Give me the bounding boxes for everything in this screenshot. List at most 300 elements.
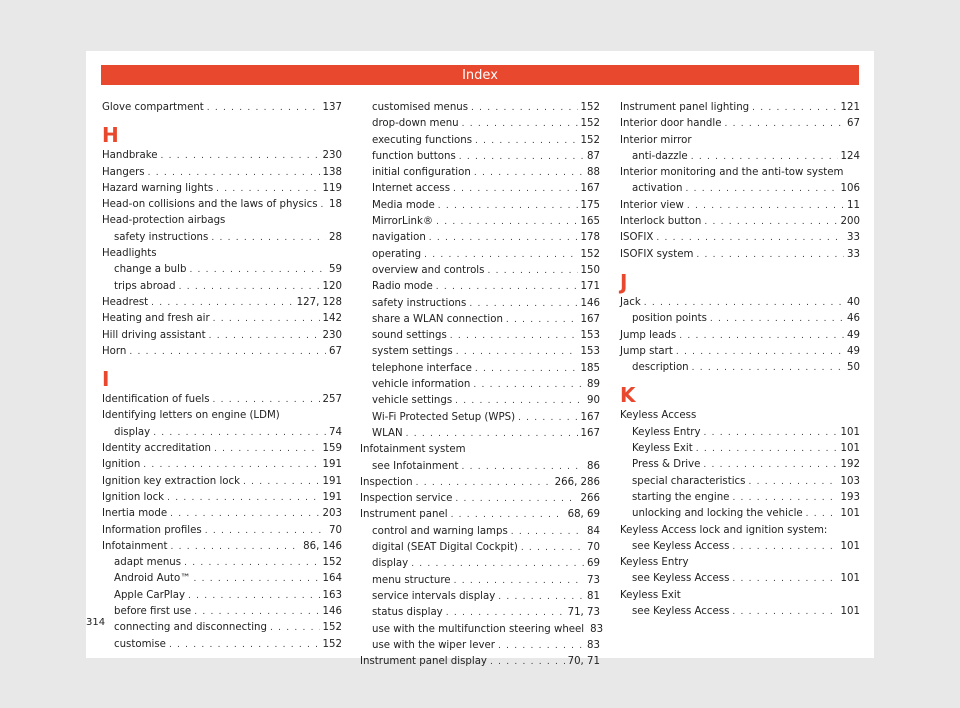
index-subentry <box>360 100 600 116</box>
dot-leader <box>194 604 319 620</box>
dot-leader <box>207 100 320 116</box>
index-entry <box>360 507 600 523</box>
index-entry-heading: Headlights <box>102 248 157 260</box>
entry-pages: 152 <box>322 622 342 634</box>
entry-term: display <box>114 426 151 438</box>
dot-leader <box>474 165 584 181</box>
index-subentry <box>102 571 342 587</box>
entry-term: system settings <box>372 346 453 358</box>
entry-term: function buttons <box>372 150 456 162</box>
dot-leader <box>436 279 578 295</box>
section-letter: K <box>620 383 636 408</box>
entry-pages: 50 <box>847 362 860 374</box>
dot-leader <box>211 230 326 246</box>
dot-leader <box>454 573 584 589</box>
entry-term: vehicle information <box>372 379 471 391</box>
entry-pages: 120 <box>322 280 342 292</box>
index-entry <box>102 457 342 473</box>
entry-term: Internet access <box>372 183 451 195</box>
entry-term: see Keyless Access <box>632 573 730 585</box>
index-column-1 <box>102 100 342 653</box>
entry-pages: 83 <box>587 639 600 651</box>
entry-pages: 152 <box>322 557 342 569</box>
entry-pages: 152 <box>580 118 600 130</box>
index-entry <box>102 311 342 327</box>
dot-leader <box>436 214 577 230</box>
entry-pages: 89 <box>587 379 600 391</box>
entry-term: position points <box>632 313 707 325</box>
entry-term: sound settings <box>372 330 447 342</box>
index-entry <box>102 490 342 506</box>
index-subentry <box>360 263 600 279</box>
entry-term: see Keyless Access <box>632 606 730 618</box>
entry-term: Keyless Exit <box>632 443 693 455</box>
index-subentry <box>360 426 600 442</box>
index-subentry <box>360 149 600 165</box>
entry-pages: 137 <box>322 102 342 113</box>
dot-leader <box>153 425 326 441</box>
entry-pages: 167 <box>580 427 600 439</box>
index-entry <box>102 181 342 197</box>
index-subentry <box>360 214 600 230</box>
index-subentry <box>360 589 600 605</box>
entry-term: adapt menus <box>114 557 182 569</box>
entry-term: vehicle settings <box>372 395 453 407</box>
entry-pages: 90 <box>587 395 600 407</box>
entry-term: share a WLAN connection <box>372 313 503 325</box>
entry-term: Press & Drive <box>632 459 701 471</box>
dot-leader <box>490 654 565 670</box>
entry-pages: 146 <box>580 297 600 309</box>
dot-leader <box>216 181 319 197</box>
index-entry <box>102 539 342 555</box>
entry-term: connecting and disconnecting <box>114 622 267 634</box>
dot-leader <box>406 426 578 442</box>
dot-leader <box>148 165 320 181</box>
index-entry-heading: Keyless Access lock and ignition system: <box>620 524 828 536</box>
dot-leader <box>704 214 837 230</box>
index-entry <box>360 491 600 507</box>
index-entry <box>102 328 342 344</box>
dot-leader <box>462 459 585 475</box>
entry-term: ISOFIX system <box>620 248 694 260</box>
entry-pages: 28 <box>329 231 342 243</box>
dot-leader <box>151 295 293 311</box>
entry-pages: 101 <box>840 540 860 552</box>
index-subentry <box>102 230 342 246</box>
entry-pages: 71, 73 <box>567 607 600 619</box>
entry-term: overview and controls <box>372 264 485 276</box>
entry-pages: 175 <box>580 199 600 211</box>
dot-leader <box>179 279 320 295</box>
dot-leader <box>732 490 837 506</box>
entry-term: customised menus <box>372 102 469 113</box>
index-entry <box>620 247 860 263</box>
entry-term: initial configuration <box>372 167 471 179</box>
dot-leader <box>703 457 837 473</box>
index-subentry <box>360 377 600 393</box>
entry-pages: 150 <box>580 264 600 276</box>
entry-term: control and warning lamps <box>372 525 508 537</box>
entry-term: see Infotainment <box>372 460 459 472</box>
dot-leader <box>189 262 326 278</box>
dot-leader <box>129 344 326 360</box>
entry-term: Ignition <box>102 459 141 471</box>
entry-term: Instrument panel display <box>360 656 487 668</box>
dot-leader <box>732 571 837 587</box>
entry-term: Ignition lock <box>102 491 165 503</box>
index-entry <box>620 100 860 116</box>
entry-pages: 101 <box>840 426 860 438</box>
entry-pages: 146 <box>322 606 342 618</box>
dot-leader <box>416 475 552 491</box>
entry-term: trips abroad <box>114 280 176 292</box>
index-subentry <box>620 311 860 327</box>
dot-leader <box>438 198 578 214</box>
entry-pages: 127, 128 <box>296 296 342 308</box>
index-subentry <box>620 360 860 376</box>
entry-term: WLAN <box>372 427 403 439</box>
dot-leader <box>710 311 844 327</box>
dot-leader <box>167 490 319 506</box>
entry-pages: 81 <box>587 590 600 602</box>
entry-pages: 84 <box>587 525 600 537</box>
index-entry-heading: Identifying letters on engine (LDM) <box>102 410 280 422</box>
index-subentry <box>620 457 860 473</box>
dot-leader <box>143 457 319 473</box>
dot-leader <box>209 328 320 344</box>
entry-term: Identity accreditation <box>102 443 212 455</box>
entry-pages: 87 <box>587 150 600 162</box>
entry-term: Jump leads <box>620 329 677 341</box>
index-subentry <box>102 637 342 653</box>
dot-leader <box>411 556 584 572</box>
entry-pages: 67 <box>847 118 860 130</box>
entry-pages: 266, 286 <box>554 476 600 488</box>
index-subentry <box>360 133 600 149</box>
entry-term: before first use <box>114 606 192 618</box>
entry-term: Headrest <box>102 296 149 308</box>
index-subentry <box>360 279 600 295</box>
index-subentry <box>620 474 860 490</box>
entry-pages: 59 <box>329 264 342 276</box>
dot-leader <box>188 588 320 604</box>
index-entry <box>102 100 342 116</box>
entry-pages: 106 <box>840 183 860 195</box>
index-subentry <box>620 181 860 197</box>
index-entry <box>102 165 342 181</box>
entry-term: Interior door handle <box>620 118 722 130</box>
index-subentry <box>620 490 860 506</box>
index-entry <box>620 295 860 311</box>
index-entry <box>620 344 860 360</box>
entry-pages: 138 <box>322 166 342 178</box>
entry-pages: 167 <box>580 411 600 423</box>
entry-term: Ignition key extraction lock <box>102 475 241 487</box>
index-entry <box>360 475 600 491</box>
entry-pages: 70, 71 <box>567 656 600 668</box>
entry-pages: 178 <box>580 232 600 244</box>
entry-term: safety instructions <box>372 297 467 309</box>
index-subentry <box>620 571 860 587</box>
entry-pages: 165 <box>580 216 600 228</box>
entry-term: executing functions <box>372 134 473 146</box>
section-letter: J <box>620 269 628 294</box>
index-subentry <box>620 506 860 522</box>
dot-leader <box>696 247 844 263</box>
entry-pages: 40 <box>847 296 860 308</box>
index-entry <box>620 230 860 246</box>
entry-pages: 167 <box>580 183 600 195</box>
dot-leader <box>676 344 844 360</box>
index-subentry <box>360 638 600 654</box>
section-letter: I <box>102 367 110 392</box>
entry-term: Heating and fresh air <box>102 313 210 325</box>
entry-pages: 33 <box>847 232 860 244</box>
index-subentry <box>360 312 600 328</box>
entry-term: ISOFIX <box>620 232 654 244</box>
entry-term: Instrument panel <box>360 509 448 521</box>
index-subentry <box>102 604 342 620</box>
index-entry <box>102 474 342 490</box>
index-entry <box>102 148 342 164</box>
dot-leader <box>169 637 320 653</box>
entry-term: Instrument panel lighting <box>620 102 750 113</box>
dot-leader <box>511 524 584 540</box>
index-entry-heading: Interior monitoring and the anti-tow system <box>620 167 844 179</box>
entry-term: activation <box>632 183 683 195</box>
dot-leader <box>724 116 844 132</box>
entry-term: Inspection <box>360 476 413 488</box>
index-subentry <box>360 198 600 214</box>
entry-term: Information profiles <box>102 524 202 536</box>
entry-pages: 167 <box>580 313 600 325</box>
index-entry <box>620 116 860 132</box>
entry-term: Inspection service <box>360 493 453 505</box>
entry-pages: 185 <box>580 362 600 374</box>
entry-term: see Keyless Access <box>632 540 730 552</box>
dot-leader <box>644 295 844 311</box>
index-entry <box>620 214 860 230</box>
index-page <box>86 51 874 668</box>
index-subentry <box>620 425 860 441</box>
index-subentry <box>360 622 604 638</box>
dot-leader <box>748 474 837 490</box>
entry-pages: 203 <box>322 508 342 520</box>
index-column-2 <box>360 100 604 670</box>
dot-leader <box>475 133 578 149</box>
index-subentry <box>360 344 600 360</box>
entry-pages: 153 <box>580 330 600 342</box>
entry-term: service intervals display <box>372 590 496 602</box>
dot-leader <box>243 474 320 490</box>
entry-term: Hill driving assistant <box>102 329 206 341</box>
entry-pages: 101 <box>840 508 860 520</box>
dot-leader <box>732 539 837 555</box>
entry-pages: 152 <box>322 638 342 650</box>
index-subentry <box>102 279 342 295</box>
dot-leader <box>704 425 838 441</box>
index-subentry <box>360 393 600 409</box>
entry-term: display <box>372 558 409 570</box>
dot-leader <box>506 312 578 328</box>
entry-pages: 11 <box>847 199 860 211</box>
entry-term: Inertia mode <box>102 508 168 520</box>
dot-leader <box>471 100 578 116</box>
dot-leader <box>456 344 578 360</box>
entry-term: use with the multifunction steering wheel <box>372 623 585 635</box>
dot-leader <box>214 441 320 457</box>
index-entry <box>102 344 342 360</box>
entry-term: Interlock button <box>620 216 702 228</box>
dot-leader <box>806 506 838 522</box>
dot-leader <box>752 100 837 116</box>
dot-leader <box>446 605 565 621</box>
index-subentry <box>102 425 342 441</box>
entry-term: drop-down menu <box>372 118 459 130</box>
entry-pages: 152 <box>580 102 600 113</box>
entry-pages: 73 <box>587 574 600 586</box>
index-entry <box>102 295 342 311</box>
entry-pages: 191 <box>322 491 342 503</box>
index-subentry <box>360 605 600 621</box>
dot-leader <box>424 247 577 263</box>
entry-term: unlocking and locking the vehicle <box>632 508 803 520</box>
entry-term: Media mode <box>372 199 435 211</box>
index-subentry <box>360 296 600 312</box>
entry-term: Radio mode <box>372 281 433 293</box>
entry-term: Apple CarPlay <box>114 589 186 601</box>
index-entry <box>102 523 342 539</box>
entry-pages: 86 <box>587 460 600 472</box>
entry-pages: 152 <box>580 248 600 260</box>
entry-pages: 18 <box>329 199 342 211</box>
entry-term: MirrorLink® <box>372 216 434 228</box>
section-letter: H <box>102 123 119 148</box>
page-number: 314 <box>86 617 106 628</box>
entry-pages: 230 <box>322 329 342 341</box>
entry-pages: 103 <box>840 475 860 487</box>
dot-leader <box>170 539 300 555</box>
index-entry <box>620 328 860 344</box>
entry-pages: 101 <box>840 573 860 585</box>
index-entry-heading: Keyless Exit <box>620 589 681 601</box>
entry-term: digital (SEAT Digital Cockpit) <box>372 542 518 554</box>
index-subentry <box>102 588 342 604</box>
index-entry <box>360 654 600 670</box>
index-header-bar <box>101 65 859 85</box>
dot-leader <box>521 540 584 556</box>
entry-term: Interior view <box>620 199 684 211</box>
dot-leader <box>475 361 578 377</box>
entry-term: Hangers <box>102 166 145 178</box>
entry-term: telephone interface <box>372 362 472 374</box>
entry-pages: 69 <box>587 558 600 570</box>
dot-leader <box>453 181 578 197</box>
dot-leader <box>459 149 584 165</box>
index-subentry <box>360 540 600 556</box>
entry-term: Head-on collisions and the laws of physics <box>102 199 318 211</box>
entry-pages: 142 <box>322 313 342 325</box>
entry-pages: 159 <box>322 443 342 455</box>
entry-term: safety instructions <box>114 231 209 243</box>
entry-pages: 164 <box>322 573 342 585</box>
index-subentry <box>360 181 600 197</box>
entry-term: use with the wiper lever <box>372 639 495 651</box>
dot-leader <box>321 197 327 213</box>
entry-term: anti-dazzle <box>632 150 688 162</box>
dot-leader <box>469 296 577 312</box>
index-subentry <box>360 247 600 263</box>
dot-leader <box>732 604 837 620</box>
index-entry-heading: Infotainment system <box>360 444 466 456</box>
dot-leader <box>450 328 578 344</box>
entry-pages: 70 <box>329 524 342 536</box>
dot-leader <box>184 555 319 571</box>
dot-leader <box>462 116 578 132</box>
index-subentry <box>360 328 600 344</box>
entry-term: description <box>632 362 689 374</box>
dot-leader <box>518 410 577 426</box>
entry-term: Infotainment <box>102 540 168 552</box>
dot-leader <box>205 523 326 539</box>
dot-leader <box>429 230 578 246</box>
dot-leader <box>455 491 577 507</box>
index-entry <box>102 392 342 408</box>
entry-term: Glove compartment <box>102 102 204 113</box>
dot-leader <box>696 441 838 457</box>
entry-pages: 101 <box>840 443 860 455</box>
index-subentry <box>360 116 600 132</box>
dot-leader <box>679 328 844 344</box>
entry-pages: 191 <box>322 475 342 487</box>
entry-pages: 121 <box>840 102 860 113</box>
dot-leader <box>213 392 320 408</box>
index-subentry <box>102 620 342 636</box>
entry-term: Hazard warning lights <box>102 182 214 194</box>
entry-term: Handbrake <box>102 150 158 162</box>
entry-pages: 193 <box>840 491 860 503</box>
dot-leader <box>691 149 838 165</box>
entry-term: starting the engine <box>632 491 730 503</box>
dot-leader <box>498 638 584 654</box>
entry-term: Jump start <box>620 345 673 357</box>
dot-leader <box>487 263 577 279</box>
index-entry <box>620 198 860 214</box>
entry-term: Identification of fuels <box>102 394 210 406</box>
entry-term: special characteristics <box>632 475 746 487</box>
index-subentry <box>102 262 342 278</box>
dot-leader <box>685 181 837 197</box>
entry-term: navigation <box>372 232 426 244</box>
entry-pages: 200 <box>840 216 860 228</box>
entry-pages: 49 <box>847 345 860 357</box>
index-subentry <box>620 604 860 620</box>
dot-leader <box>270 620 320 636</box>
entry-term: Jack <box>620 296 641 308</box>
entry-pages: 124 <box>840 150 860 162</box>
entry-term: Keyless Entry <box>632 426 701 438</box>
index-subentry <box>360 230 600 246</box>
entry-pages: 257 <box>322 394 342 406</box>
dot-leader <box>161 148 320 164</box>
entry-pages: 88 <box>587 167 600 179</box>
entry-pages: 83 <box>590 623 604 635</box>
dot-leader <box>473 377 584 393</box>
index-entry-heading: Interior mirror <box>620 134 692 146</box>
index-entry <box>102 506 342 522</box>
entry-term: change a bulb <box>114 264 187 276</box>
